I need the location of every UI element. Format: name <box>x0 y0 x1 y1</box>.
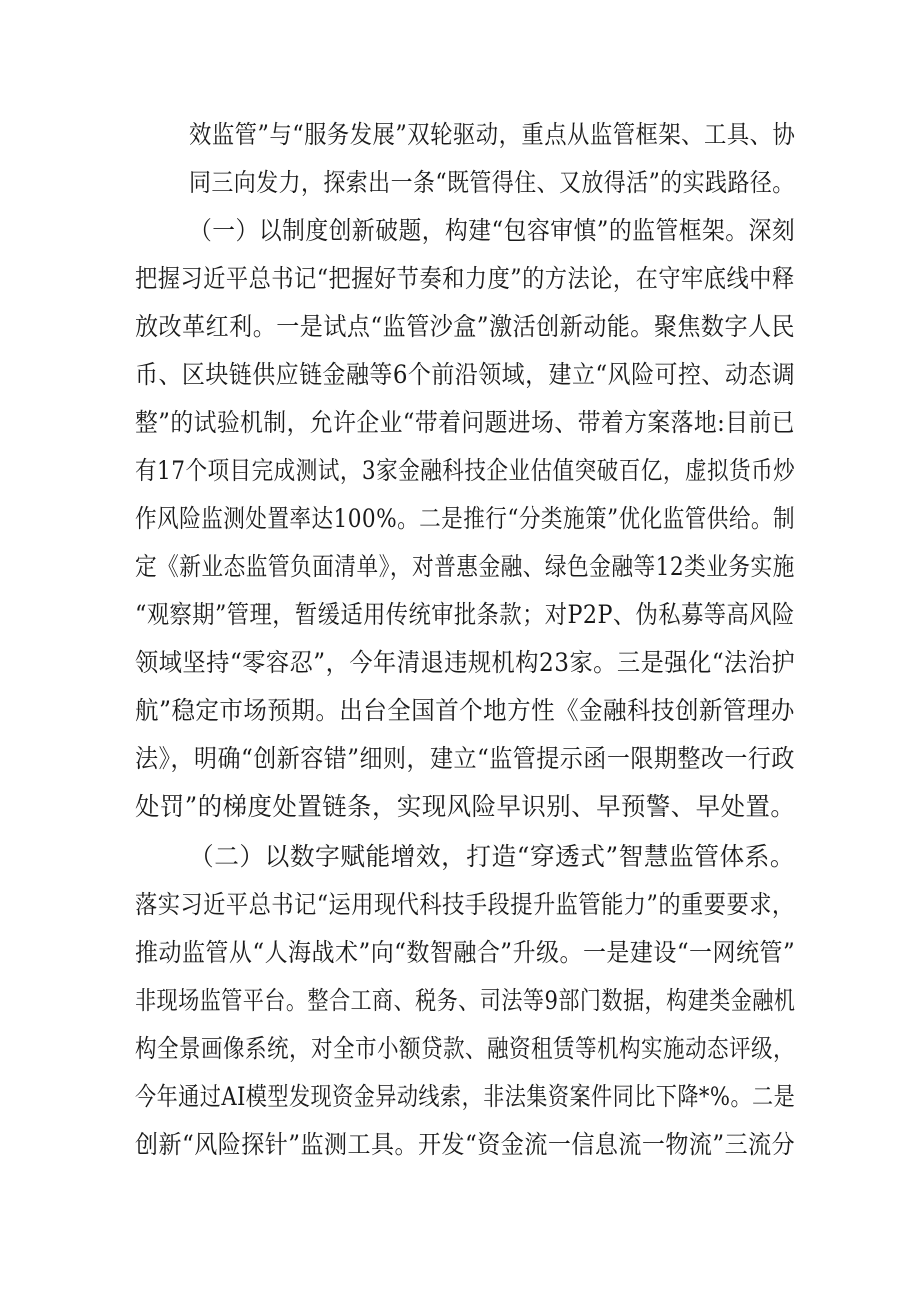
text-line: 币、区块链供应链金融等6个前沿领域，建立“风险可控、动态调 <box>135 360 796 389</box>
text-line: 把握习近平总书记“把握好节奏和力度”的方法论，在守牢底线中释 <box>135 264 795 293</box>
text-line: 落实习近平总书记“运用现代科技手段提升监管能力”的重要要求， <box>135 890 795 919</box>
text-line: 今年通过AI模型发现资金异动线索，非法集资案件同比下降*%。二是 <box>135 1082 796 1111</box>
section-heading-1: （一）以制度创新破题，构建“包容审慎”的监管框架。深刻 <box>189 216 796 245</box>
text-line: 处罚”的梯度处置链条，实现风险早识别、早预警、早处置。 <box>135 792 796 821</box>
text-line: 有17个项目完成测试，3家金融科技企业估值突破百亿，虚拟货币炒 <box>135 456 796 485</box>
text-line: 领域坚持“零容忍”，今年清退违规机构23家。三是强化“法治护 <box>135 648 796 677</box>
text-line: 放改革红利。一是试点“监管沙盒”激活创新动能。聚焦数字人民 <box>135 312 796 341</box>
text-line: 航”稳定市场预期。出台全国首个地方性《金融科技创新管理办 <box>135 696 795 725</box>
text-line: 非现场监管平台。整合工商、税务、司法等9部门数据，构建类金融机 <box>135 986 796 1015</box>
text-line: 效监管”与“服务发展”双轮驱动，重点从监管框架、工具、协 <box>189 120 796 149</box>
text-line: 同三向发力，探索出一条“既管得住、又放得活”的实践路径。 <box>189 168 795 197</box>
text-line: 推动监管从“人海战术”向“数智融合”升级。一是建设“一网统管” <box>135 938 796 967</box>
text-line: 法》，明确“创新容错”细则，建立“监管提示函一限期整改一行政 <box>135 744 795 773</box>
text-line: 作风险监测处置率达100%。二是推行“分类施策”优化监管供给。制 <box>135 504 796 533</box>
text-line: 创新“风险探针”监测工具。开发“资金流一信息流一物流”三流分 <box>135 1130 796 1159</box>
text-line: 定《新业态监管负面清单》，对普惠金融、绿色金融等12类业务实施 <box>135 552 795 581</box>
section-heading-2: （二）以数字赋能增效，打造“穿透式”智慧监管体系。 <box>189 842 796 871</box>
text-line: 整”的试验机制，允许企业“带着问题进场、带着方案落地:目前已 <box>135 408 795 437</box>
text-line: 构全景画像系统，对全市小额贷款、融资租赁等机构实施动态评级， <box>135 1034 795 1063</box>
text-line: “观察期”管理，暂缓适用传统审批条款；对P2P、伪私募等高风险 <box>135 600 795 629</box>
